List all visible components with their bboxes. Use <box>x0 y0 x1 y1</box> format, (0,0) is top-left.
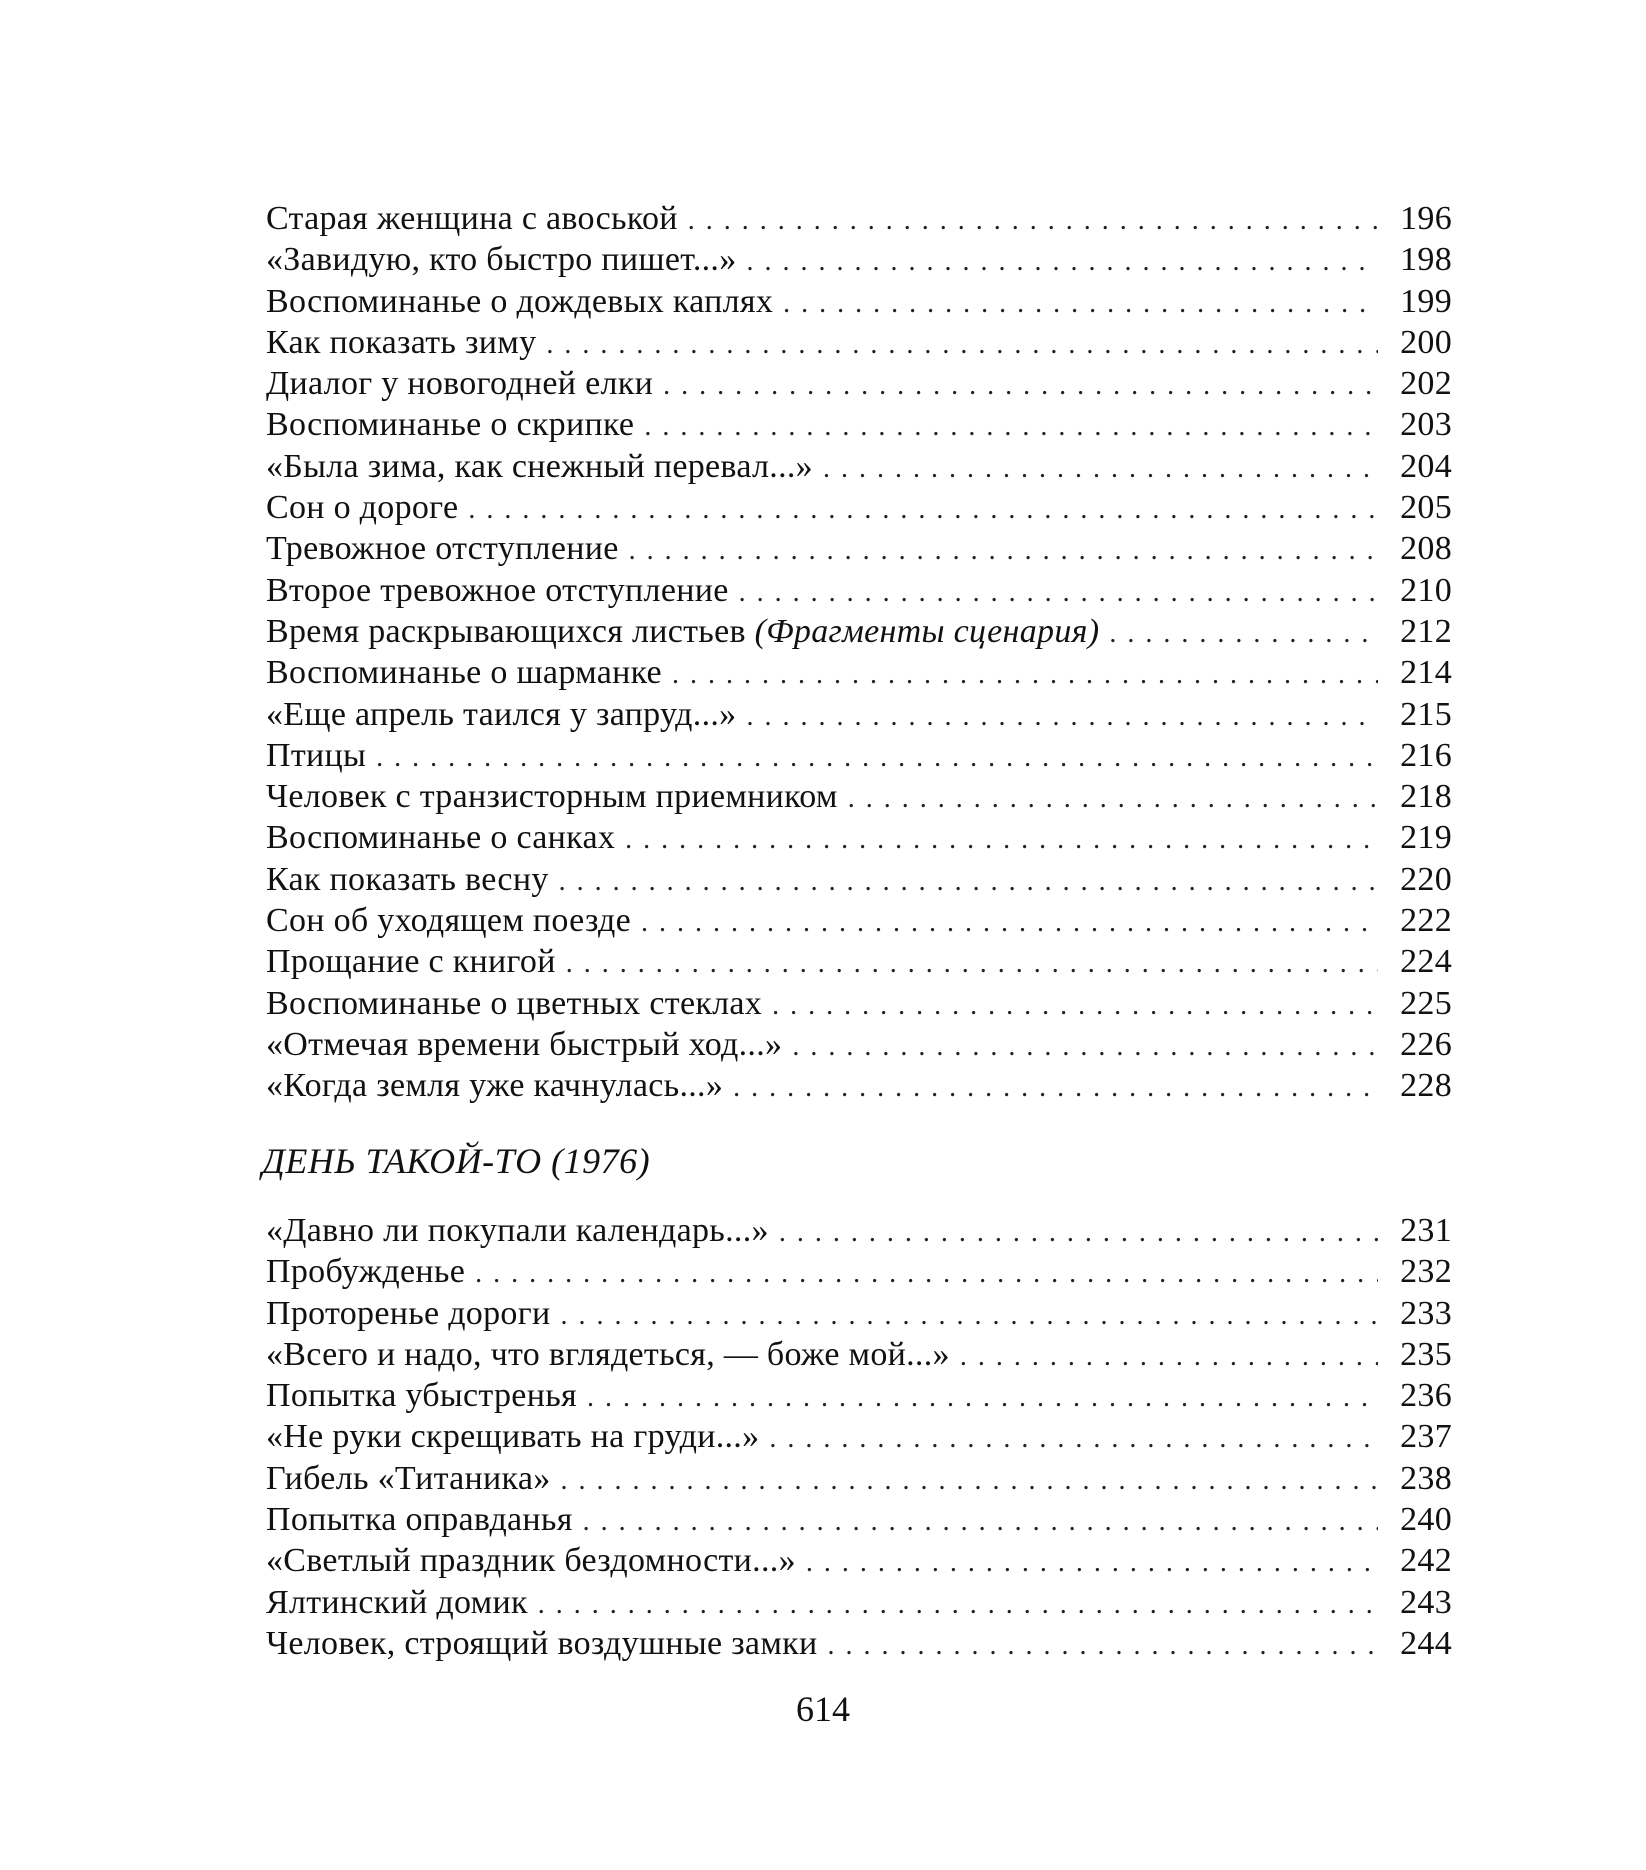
dot-leader <box>672 659 1378 691</box>
toc-entry-page: 226 <box>1400 1025 1452 1063</box>
toc-entry-title <box>266 1418 759 1456</box>
toc-entry-title <box>266 1212 769 1250</box>
toc-entry-page: 196 <box>1400 200 1452 237</box>
toc-entry-title-text: Человек с транзисторным приемником <box>266 778 838 816</box>
toc-entry-page: 216 <box>1400 736 1452 774</box>
dot-leader <box>561 1465 1378 1497</box>
toc-entry-page: 232 <box>1400 1253 1452 1291</box>
toc-entry <box>266 819 1452 860</box>
toc-entry <box>266 365 1452 406</box>
toc-entry-title-text: Как показать зиму <box>266 323 537 361</box>
page-number: 614 <box>796 1689 850 1729</box>
toc-entry-page: 235 <box>1400 1335 1452 1373</box>
toc-entry-title-text: Попытка оправданья <box>266 1501 573 1539</box>
toc-entry-title <box>266 365 653 403</box>
dot-leader <box>663 370 1378 402</box>
toc-entry-note: (Фрагменты сценария) <box>754 612 1100 650</box>
toc-entry-title <box>266 283 773 321</box>
toc-entry-page: 222 <box>1400 902 1452 940</box>
toc-entry-page: 199 <box>1400 282 1452 320</box>
dot-leader <box>475 1258 1378 1290</box>
toc-entry-title <box>266 1253 465 1291</box>
toc-entry-title <box>266 778 838 816</box>
section-heading: ДЕНЬ ТАКОЙ-ТО (1976) <box>262 1141 651 1181</box>
toc-entry-title <box>266 1625 817 1663</box>
toc-entry-title <box>266 902 631 940</box>
toc-entry-title-text: Воспоминанье о шарманке <box>266 654 662 692</box>
toc-entry-title-text: «Не руки скрещивать на груди...» <box>266 1418 760 1456</box>
toc-entry-page: 242 <box>1400 1542 1452 1580</box>
toc-entry <box>266 530 1452 571</box>
dot-leader <box>779 1217 1378 1249</box>
toc-entry-page: 225 <box>1400 984 1452 1022</box>
toc-entry <box>266 985 1452 1026</box>
toc-entry-title <box>266 406 634 444</box>
dot-leader <box>792 1031 1378 1063</box>
toc-entry-page: 243 <box>1400 1583 1452 1621</box>
toc-entry-page: 233 <box>1400 1294 1452 1332</box>
toc-entry <box>266 1418 1452 1459</box>
toc-entry <box>266 241 1452 282</box>
dot-leader <box>806 1547 1378 1579</box>
toc-entry <box>266 1253 1452 1294</box>
toc-entry-page: 237 <box>1400 1418 1452 1456</box>
toc-entry-title <box>266 1584 528 1622</box>
dot-leader <box>772 990 1378 1022</box>
toc-entry-page: 220 <box>1400 860 1452 898</box>
toc-entry-page: 208 <box>1400 530 1452 568</box>
toc-entry-title-text: «Когда земля уже качнулась...» <box>266 1067 724 1105</box>
toc-entry-title-text: Тревожное отступление <box>266 530 619 568</box>
toc-entry-title-text: Прощание с книгой <box>266 943 556 981</box>
toc-entry-title <box>266 819 615 857</box>
toc-entry-page: 203 <box>1400 406 1452 444</box>
toc-list-part1 <box>266 200 1452 1109</box>
toc-entry-title-text: Человек, строящий воздушные замки <box>266 1624 818 1662</box>
toc-entry-page: 224 <box>1400 943 1452 981</box>
toc-entry-title-text: «Давно ли покупали календарь...» <box>266 1212 769 1249</box>
toc-entry-title-text: Птицы <box>266 736 367 774</box>
toc-entry-title-text: Проторенье дороги <box>266 1294 551 1332</box>
toc-entry <box>266 1336 1452 1377</box>
dot-leader <box>641 907 1378 939</box>
toc-entry-title <box>266 1542 796 1580</box>
dot-leader <box>629 535 1378 567</box>
toc-entry <box>266 654 1452 695</box>
toc-entry-page: 198 <box>1400 241 1452 279</box>
toc-entry-title <box>266 530 619 568</box>
toc-entry-title-text: Пробужденье <box>266 1253 466 1291</box>
toc-entry-title <box>266 654 662 692</box>
toc-entry <box>266 448 1452 489</box>
toc-entry-title-text: Второе тревожное отступление <box>266 571 729 609</box>
toc-entry <box>266 324 1452 365</box>
dot-leader <box>376 742 1378 774</box>
toc-entry-title <box>266 1501 573 1539</box>
toc-entry-title-text: «Всего и надо, что вглядеться, — боже мой...» <box>266 1335 950 1373</box>
toc-entry <box>266 1625 1452 1666</box>
toc-entry-page: 200 <box>1400 323 1452 361</box>
toc-entry <box>266 1295 1452 1336</box>
toc-entry <box>266 861 1452 902</box>
toc-entry-title <box>266 448 813 486</box>
toc-entry-title <box>266 861 549 899</box>
toc-entry <box>266 200 1452 241</box>
toc-entry-title-text: «Завидую, кто быстро пишет...» <box>266 241 737 279</box>
toc-entry-page: 236 <box>1400 1377 1452 1415</box>
toc-entry-page: 238 <box>1400 1459 1452 1497</box>
toc-entry-title-text: «Еще апрель таился у запруд...» <box>266 695 737 733</box>
dot-leader <box>848 783 1378 815</box>
dot-leader <box>1109 618 1378 650</box>
dot-leader <box>827 1630 1378 1662</box>
toc-entry-page: 210 <box>1400 571 1452 609</box>
toc-entry <box>266 283 1452 324</box>
toc-entry-title <box>266 324 536 362</box>
toc-entry <box>266 696 1452 737</box>
toc-entry <box>266 1584 1452 1625</box>
toc-entry <box>266 1542 1452 1583</box>
toc-entry-page: 219 <box>1400 819 1452 857</box>
toc-entry-title-text: «Была зима, как снежный перевал...» <box>266 447 813 485</box>
toc-entry-page: 231 <box>1400 1212 1452 1249</box>
dot-leader <box>560 1300 1378 1332</box>
toc-entry <box>266 778 1452 819</box>
toc-entry-title-text: Воспоминанье о скрипке <box>266 406 635 444</box>
toc-entry <box>266 1460 1452 1501</box>
toc-entry-title <box>266 1336 950 1374</box>
toc-entry <box>266 572 1452 613</box>
toc-entry <box>266 1026 1452 1067</box>
toc-entry-page: 240 <box>1400 1501 1452 1539</box>
toc-entry-title <box>266 985 762 1023</box>
toc-entry-title-text: Ялтинский домик <box>266 1583 528 1621</box>
toc-entry-page: 214 <box>1400 654 1452 692</box>
toc-entry-title <box>266 737 366 775</box>
toc-entry-title <box>266 1026 782 1064</box>
dot-leader <box>823 453 1378 485</box>
toc-entry-title <box>266 1295 550 1333</box>
toc-entry <box>266 1501 1452 1542</box>
toc-entry-title <box>266 572 729 610</box>
dot-leader <box>644 411 1378 443</box>
dot-leader <box>587 1382 1378 1414</box>
toc-entry-title <box>266 200 678 238</box>
toc-entry-page: 212 <box>1400 612 1452 650</box>
toc-list-part2 <box>266 1212 1452 1666</box>
toc-entry-title-text: Сон о дороге <box>266 489 459 527</box>
toc-entry-page: 204 <box>1400 447 1452 485</box>
toc-entry-title <box>266 241 737 279</box>
toc-entry <box>266 943 1452 984</box>
toc-entry-page: 218 <box>1400 778 1452 816</box>
toc-entry-page: 205 <box>1400 489 1452 527</box>
toc-entry-title-text: Старая женщина с авоськой <box>266 200 678 237</box>
toc-entry-title-text: Воспоминанье о санках <box>266 819 616 857</box>
toc-entry-title-text: «Отмечая времени быстрый ход...» <box>266 1025 783 1063</box>
dot-leader <box>733 1072 1378 1104</box>
toc-entry <box>266 1067 1452 1108</box>
toc-entry-page: 215 <box>1400 695 1452 733</box>
toc-entry <box>266 406 1452 447</box>
dot-leader <box>559 866 1378 898</box>
dot-leader <box>566 948 1378 980</box>
toc-entry-title-text: Как показать весну <box>266 860 549 898</box>
toc-entry <box>266 1212 1452 1253</box>
toc-entry-title <box>266 696 736 734</box>
toc-entry-page: 244 <box>1400 1624 1452 1662</box>
toc-entry-title <box>266 1377 577 1415</box>
toc-entry-title-text: Диалог у новогодней елки <box>266 365 654 403</box>
dot-leader <box>546 329 1378 361</box>
dot-leader <box>747 246 1378 278</box>
toc-entry-title-text: Воспоминанье о дождевых каплях <box>266 282 774 320</box>
toc-entry-page: 202 <box>1400 365 1452 403</box>
dot-leader <box>960 1341 1378 1373</box>
dot-leader <box>739 577 1378 609</box>
dot-leader <box>783 288 1378 320</box>
toc-entry-title-text: Время раскрывающихся листьев <box>266 612 755 650</box>
dot-leader <box>769 1423 1378 1455</box>
toc-entry-title-text: Гибель «Титаника» <box>266 1459 551 1497</box>
dot-leader <box>468 494 1378 526</box>
toc-entry-title-text: Попытка убыстренья <box>266 1377 577 1415</box>
toc-entry-title-text: Сон об уходящем поезде <box>266 902 632 940</box>
toc-entry <box>266 737 1452 778</box>
toc-entry <box>266 902 1452 943</box>
toc-entry-page: 228 <box>1400 1067 1452 1105</box>
toc-entry-title <box>266 1067 723 1105</box>
dot-leader <box>688 205 1378 237</box>
toc-entry <box>266 613 1452 654</box>
dot-leader <box>625 824 1378 856</box>
toc-entry-title <box>266 613 1099 651</box>
dot-leader <box>538 1589 1378 1621</box>
toc-entry-title <box>266 489 458 527</box>
dot-leader <box>583 1506 1378 1538</box>
toc-entry <box>266 489 1452 530</box>
toc-entry-title-text: «Светлый праздник бездомности...» <box>266 1542 796 1580</box>
toc-entry-title-text: Воспоминанье о цветных стеклах <box>266 984 763 1022</box>
toc-entry <box>266 1377 1452 1418</box>
toc-entry-title <box>266 943 556 981</box>
toc-entry-title <box>266 1460 551 1498</box>
dot-leader <box>746 701 1378 733</box>
